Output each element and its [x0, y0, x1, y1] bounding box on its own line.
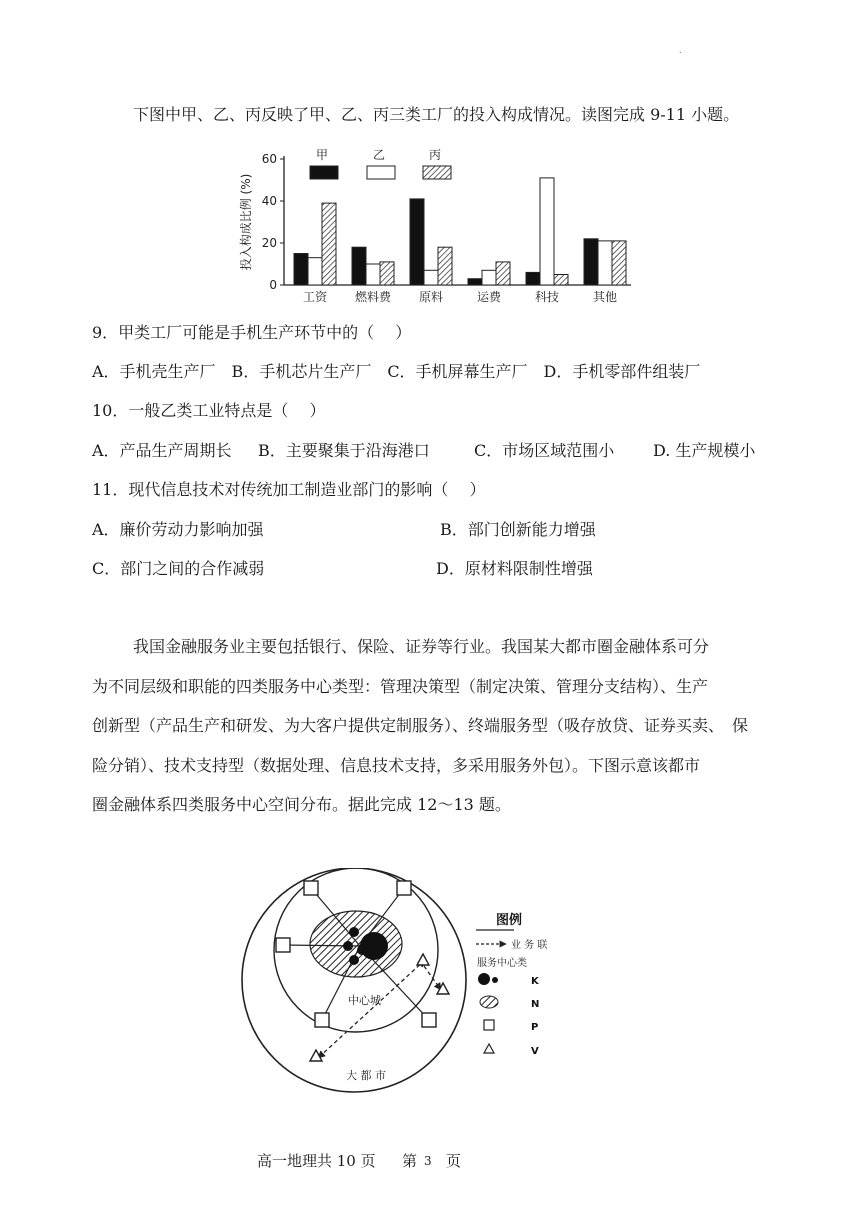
bar-丙-运费: [496, 262, 510, 285]
q10-stem: 10．一般乙类工业特点是（ ）: [92, 401, 326, 420]
legend-label-乙: 乙: [372, 148, 386, 162]
bar-丙-科技: [554, 275, 568, 286]
legend-swatch-丙: [423, 166, 451, 179]
bar-甲-科技: [526, 272, 540, 285]
bar-乙-工资: [308, 258, 322, 285]
investment-bar-chart: [236, 144, 636, 310]
q11-option-b: B．部门创新能力增强: [440, 520, 596, 539]
bar-甲-工资: [294, 254, 308, 286]
intro-finance-line-2: 为不同层级和职能的四类服务中心类型：管理决策型（制定决策、管理分支结构）、生产: [92, 677, 709, 696]
x-tick-label: 科技: [534, 290, 560, 304]
central-city-label: 中心城: [348, 994, 381, 1007]
x-tick-label: 运费: [476, 290, 502, 304]
y-axis-label: 投入构成比例 (%): [239, 173, 253, 271]
bar-乙-燃料费: [366, 264, 380, 285]
x-tick-label: 原料: [418, 290, 444, 304]
legend-key-n: N: [531, 999, 540, 1010]
q9-options: A．手机壳生产厂 B．手机芯片生产厂 C．手机屏幕生产厂 D．手机零部件组装厂: [92, 362, 701, 381]
legend-swatch-甲: [310, 166, 338, 179]
intro-finance-line-1: 我国金融服务业主要包括银行、保险、证券等行业。我国某大都市圈金融体系可分: [133, 637, 710, 656]
q9-stem: 9．甲类工厂可能是手机生产环节中的（ ）: [92, 323, 412, 342]
legend-types-label: 服务中心类: [477, 958, 527, 969]
footer-page-number: 3: [424, 1154, 432, 1168]
bar-丙-燃料费: [380, 262, 394, 285]
legend-key-p: P: [531, 1022, 539, 1033]
q11-stem: 11．现代信息技术对传统加工制造业部门的影响（ ）: [92, 480, 486, 499]
legend-title: 图例: [496, 913, 523, 928]
y-tick-label: 40: [261, 194, 277, 208]
bar-甲-其他: [584, 239, 598, 285]
y-tick-label: 0: [269, 278, 277, 292]
intro-finance-line-5: 圈金融体系四类服务中心空间分布。据此完成 12～13 题。: [92, 795, 511, 814]
q11-option-d: D．原材料限制性增强: [436, 559, 593, 578]
x-tick-label: 工资: [302, 290, 328, 304]
q11-option-a: A．廉价劳动力影响加强: [92, 520, 264, 539]
q10-option-d: D. 生产规模小: [653, 441, 756, 460]
bar-甲-运费: [468, 279, 482, 285]
x-tick-label: 其他: [592, 290, 618, 304]
legend-link-label: 业 务 联: [511, 940, 548, 951]
bar-丙-原料: [438, 247, 452, 285]
metro-label: 大 都 市: [346, 1069, 386, 1082]
intro-finance-line-3: 创新型（产品生产和研发、为大客户提供定制服务）、终端服务型（吸存放贷、证券买卖、 保: [92, 716, 749, 735]
bar-甲-原料: [410, 199, 424, 285]
q10-option-b: B．主要聚集于沿海港口: [258, 441, 430, 460]
legend-swatch-乙: [367, 166, 395, 179]
legend-key-k: K: [531, 976, 539, 987]
y-tick-label: 20: [261, 236, 277, 250]
q10-option-a: A．产品生产周期长: [92, 441, 232, 460]
footer-page-prefix: 第: [402, 1152, 418, 1170]
legend-key-v: V: [531, 1046, 539, 1057]
x-tick-label: 燃料费: [354, 290, 392, 304]
legend-label-丙: 丙: [428, 148, 442, 162]
finance-center-diagram: [236, 868, 576, 1093]
page-mark: .: [679, 46, 682, 55]
bar-乙-原料: [424, 270, 438, 285]
footer-course: 高一地理共 10 页: [257, 1152, 376, 1170]
bar-甲-燃料费: [352, 247, 366, 285]
production-center-n: [310, 911, 402, 977]
bar-丙-工资: [322, 203, 336, 285]
q11-option-c: C．部门之间的合作减弱: [92, 559, 265, 578]
q10-option-c: C．市场区域范围小: [474, 441, 615, 460]
bar-乙-科技: [540, 178, 554, 285]
bar-乙-运费: [482, 270, 496, 285]
footer-page-suffix: 页: [446, 1152, 462, 1170]
intro-chart: 下图中甲、乙、丙反映了甲、乙、丙三类工厂的投入构成情况。读图完成 9-11 小题。: [133, 105, 740, 124]
y-tick-label: 60: [261, 152, 277, 166]
bar-乙-其他: [598, 241, 612, 285]
legend-label-甲: 甲: [315, 148, 329, 162]
bar-丙-其他: [612, 241, 626, 285]
intro-finance-line-4: 险分销）、技术支持型（数据处理、信息技术支持，多采用服务外包）。下图示意该都市: [92, 756, 701, 775]
